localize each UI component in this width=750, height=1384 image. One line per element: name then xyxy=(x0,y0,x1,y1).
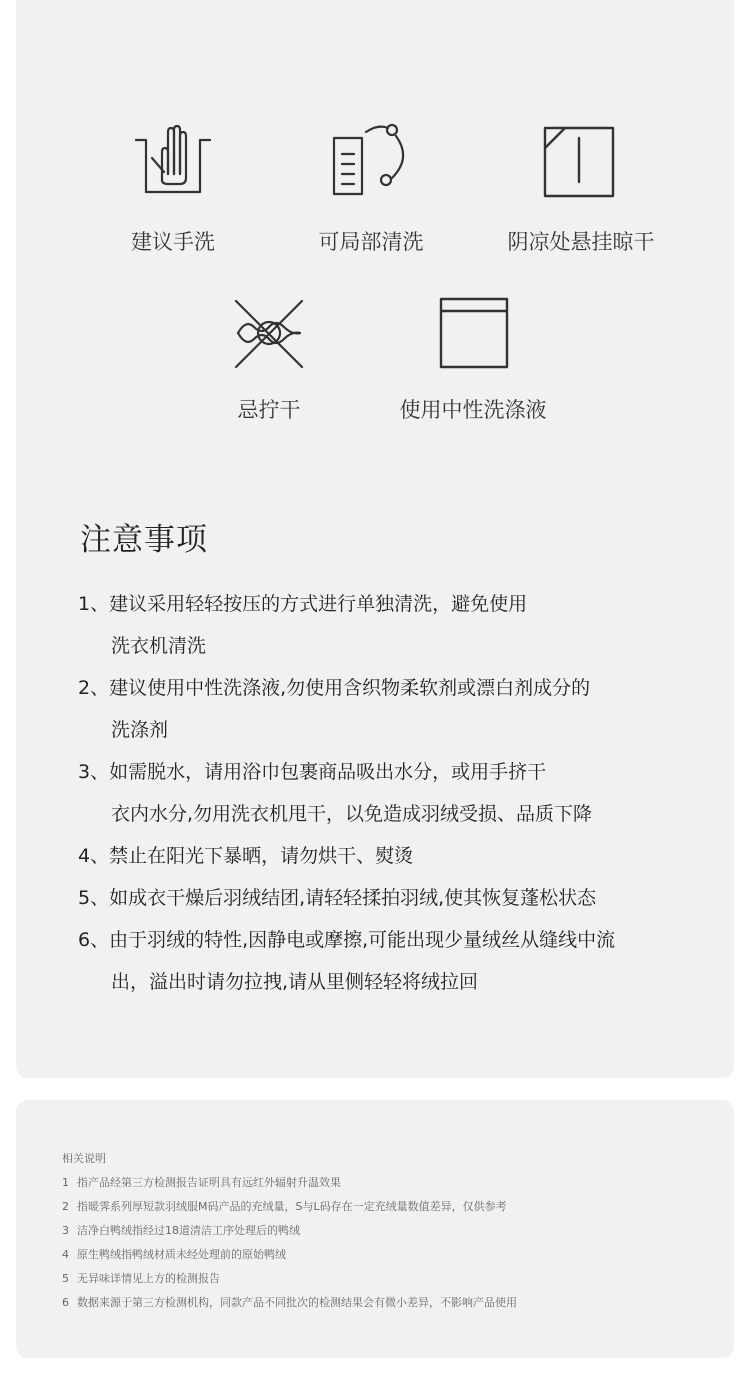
tip-number: 2、 xyxy=(78,677,110,699)
tip-5 xyxy=(78,877,698,919)
note-number: 2 xyxy=(62,1200,69,1213)
note-item xyxy=(62,1174,341,1190)
line-dry-label: 阴凉处悬挂晾干 xyxy=(507,230,655,254)
tip-number: 3、 xyxy=(78,761,110,783)
no-wring-icon xyxy=(232,297,306,371)
spot-clean-icon xyxy=(332,122,412,198)
tip-text: 建议使用中性洗涤液,勿使用含织物柔软剂或漂白剂成分的 xyxy=(109,677,591,699)
precautions-title: 注意事项 xyxy=(80,522,208,558)
note-text: 洁净白鸭绒指经过18道清洁工序处理后的鸭绒 xyxy=(77,1224,300,1237)
tip-3 xyxy=(78,751,698,835)
hand-wash-icon xyxy=(132,122,214,198)
tip-text: 如成衣干燥后羽绒结团,请轻轻揉拍羽绒,使其恢复蓬松状态 xyxy=(109,887,597,909)
tip-text-cont: 出，溢出时请勿拉拽,请从里侧轻轻将绒拉回 xyxy=(111,971,479,993)
note-text: 数据来源于第三方检测机构，同款产品不同批次的检测结果会有微小差异，不影响产品使用 xyxy=(77,1296,517,1309)
tip-number: 6、 xyxy=(78,929,110,951)
neutral-detergent-icon xyxy=(439,297,509,369)
neutral-detergent-label: 使用中性洗涤液 xyxy=(399,398,547,422)
note-number: 1 xyxy=(62,1176,69,1189)
tip-text: 禁止在阳光下暴晒，请勿烘干、熨烫 xyxy=(109,845,414,867)
tip-2 xyxy=(78,667,698,751)
note-number: 4 xyxy=(62,1248,69,1261)
spot-clean-label: 可局部清洗 xyxy=(318,230,424,254)
note-text: 无异味详情见上方的检测报告 xyxy=(77,1272,220,1285)
tip-text: 由于羽绒的特性,因静电或摩擦,可能出现少量绒丝从缝线中流 xyxy=(109,929,616,951)
note-text: 指暖霁系列厚短款羽绒服M码产品的充绒量，S与L码存在一定充绒量数值差异，仅供参考 xyxy=(77,1200,507,1213)
note-item xyxy=(62,1246,286,1262)
tip-6 xyxy=(78,919,698,1003)
tip-4 xyxy=(78,835,698,877)
hand-wash-label: 建议手洗 xyxy=(131,230,215,254)
note-number: 5 xyxy=(62,1272,69,1285)
note-item xyxy=(62,1198,507,1214)
note-item xyxy=(62,1222,300,1238)
tip-text: 建议采用轻轻按压的方式进行单独清洗，避免使用 xyxy=(109,593,528,615)
note-item xyxy=(62,1294,517,1310)
notes-title: 相关说明 xyxy=(62,1152,106,1165)
note-text: 原生鸭绒指鸭绒材质未经处理前的原始鸭绒 xyxy=(77,1248,286,1261)
line-dry-icon xyxy=(543,126,615,198)
tip-1 xyxy=(78,583,698,667)
tip-text: 如需脱水，请用浴巾包裹商品吸出水分，或用手挤干 xyxy=(109,761,547,783)
note-text: 指产品经第三方检测报告证明具有远红外辐射升温效果 xyxy=(77,1176,341,1189)
tip-text-cont: 洗涤剂 xyxy=(111,719,169,741)
note-number: 3 xyxy=(62,1224,69,1237)
note-item xyxy=(62,1270,220,1286)
tip-number: 1、 xyxy=(78,593,110,615)
tip-number: 5、 xyxy=(78,887,110,909)
note-number: 6 xyxy=(62,1296,69,1309)
tip-number: 4、 xyxy=(78,845,110,867)
no-wring-label: 忌拧干 xyxy=(237,398,301,422)
tip-text-cont: 衣内水分,勿用洗衣机甩干，以免造成羽绒受损、品质下降 xyxy=(111,803,593,825)
tip-text-cont: 洗衣机清洗 xyxy=(111,635,207,657)
